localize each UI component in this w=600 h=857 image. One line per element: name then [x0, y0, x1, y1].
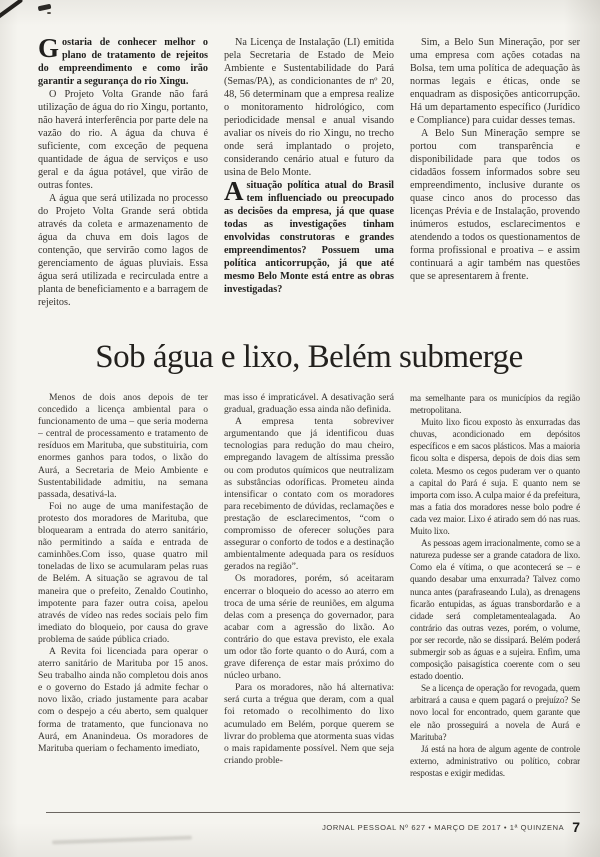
- interview-column-3: [410, 36, 580, 332]
- interview-column-2: [224, 36, 394, 332]
- article-paragraph: Já está na hora de algum agente de controle externo, administrativo ou político, cobrar respostas e exigir medidas.: [410, 743, 580, 778]
- article-paragraph: Os moradores, porém, só aceitaram encerrar o bloqueio do acesso ao aterro em troca de uma série de reuniões, em alguma delas com a presença do governador, para acabar com a agressão do lixão. Ao contrário do que estava previsto, ele exala um odor tão forte quanto o do Aurá, com a grave diferença de estar mais próximo do núcleo urbano.: [224, 573, 394, 682]
- article-section: [38, 392, 580, 806]
- drop-cap-g: G: [38, 36, 60, 63]
- footer-journal-info: JORNAL PESSOAL Nº 627 • MARÇO DE 2017 • 1ª QUINZENA: [322, 822, 565, 832]
- article-column-1: [38, 392, 208, 806]
- scan-artifact-dash: [38, 4, 52, 11]
- article-paragraph-continuation: ma semelhante para os municípios da região metropolitana.: [410, 393, 580, 416]
- interview-answer-paragraph: Na Licença de Instalação (LI) emitida pela Secretaria de Estado de Meio Ambiente e Sustentabilidade do Pará (Semas/PA), as condicionantes de nº 20, 48, 56 determinam que a empresa realize o monitoramento hidrológico, com periodicidade mensal e anual visando avaliar os níveis do rio Xingu, no trecho onde será implantado o projeto, considerando cenário atual e futuro da usina de Belo Monte.: [224, 37, 394, 178]
- footer-rule: [46, 812, 580, 813]
- interview-answer-paragraph: A Belo Sun Mineração sempre se portou com transparência e disponibilidade para que todos os cidadãos fossem informados sobre seu empreendimento, inclusive durante os quase cinco anos do processo das licenças Prévia e de Instalação, provendo inúmeros estudos, esclarecimentos e atendendo a todos os questionamentos de forma profissional e proativa – e assim continuará a agir também nas questões que se apresentarem à frente.: [410, 128, 580, 282]
- article-paragraph: Muito lixo ficou exposto às enxurradas das chuvas, acondicionado em depósitos específicos e em sacos plásticos. Mas a maioria ficou solta e dispersa, depois de dois dias sem coleta. Mesmo os cegos puderam ver o quanto a capital do Pará é suja. E quanto nem se importa com isso. A culpa maior é da prefeitura, mas a fatia dos moradores nesse bolo podre é cada vez maior. Lixo é atirado sem dó nas ruas. Muito lixo.: [410, 417, 580, 537]
- interview-section: [38, 36, 580, 332]
- footer: [322, 819, 580, 835]
- article-paragraph: As pessoas agem irracionalmente, como se a natureza pudesse ser a grande catadora de lixo. Como ela é vítima, o que acontecerá se – e quando desabar uma enxurrada? Talvez como nunca antes (parafraseando Lula), as drenagens ficarão entupidas, as águas transbordarão e a cidade será completamentealagada. Ao contrário das outras vezes, porém, o volume, por ser recorde, não se dissipará. Belém poderá submergir sob as águas e a sujeira. Enfim, uma composição paisagística coerente com o seu estado doentio.: [410, 538, 580, 682]
- article-paragraph: A Revita foi licenciada para operar o aterro sanitário de Marituba por 15 anos. Seu trabalho ainda não completou dois anos e o governo do Estado já admite fechar o novo lixão, criado justamente para acabar com o despejo a céu aberto, sem qualquer forma de tratamento, que funcionava no Aurá, em Ananindeua. Os moradores de Marituba queriam o fechamento imediato,: [38, 645, 208, 754]
- article-paragraph: Menos de dois anos depois de ter concedido a licença ambiental para o funcionamento de uma – que seria moderna – central de processamento e tratamento de resíduos em Marituba, que substituiria, com enormes ganhos para todos, o lixão do Aurá, a Secretaria de Meio Ambiente e Sustentabilidade admitiu, na semana passada, desativá-la.: [38, 392, 208, 500]
- interview-question-2-text: situação política atual do Brasil tem influenciado ou preocupado as decisões da empresa, já que quase todas as investigações tinham envolvidas construtoras e grandes empreendimentos? Possuem uma política anticorrupção, já que até mesmo Belo Monte está entre as obras investigadas?: [224, 180, 394, 295]
- interview-column-1: [38, 36, 208, 332]
- interview-answer-paragraph: O Projeto Volta Grande não fará utilização de água do rio Xingu, portanto, não haverá interferência por parte dele na vazão do rio. A água da chuva é suficiente, com exceção de pequena quantidade de água de serviços e uso geral e da água potável, que virão de outras fontes.: [38, 89, 208, 191]
- scan-artifact-corner: [0, 0, 23, 20]
- interview-question-1-text: ostaria de conhecer melhor o plano de tratamento de rejeitos do empreendimento e como irão garantir a segurança do rio Xingu.: [38, 37, 208, 87]
- headline: Sob água e lixo, Belém submerge: [95, 339, 523, 375]
- page-number: 7: [572, 819, 580, 835]
- article-paragraph-continuation: mas isso é impraticável. A desativação será gradual, graduação essa ainda não definida.: [224, 392, 394, 416]
- scan-artifact-speck: [47, 12, 51, 14]
- article-paragraph: Para os moradores, não há alternativa: será curta a trégua que deram, com a qual foi retomado o recolhimento do lixo acumulado em Belém, porque querem se livrar do problema que atormenta suas vidas o mais rapidamente possível. Nem que seja criando proble-: [224, 682, 394, 766]
- drop-cap-a: A: [224, 176, 244, 206]
- article-paragraph: A empresa tenta sobreviver argumentando que já identificou duas tecnologias para redução do mau cheiro, empregando lavagem de altíssima pressão ou com produtos químicos que neutralizam as substâncias odoríficas. Prometeu ainda intensificar o contato com os moradores para recebimento de dúvidas, reclamações e prestação de esclarecimentos, “com o compromisso de oferecer soluções para assegurar o conforto de todos e a destinação ambientalmente adequada para os resíduos gerados na região”.: [224, 416, 394, 573]
- scan-artifact-streak: [52, 836, 192, 845]
- interview-answer-paragraph: A água que será utilizada no processo do Projeto Volta Grande será obtida através da coleta e armazenamento de água da chuva em dois lagos de contenção, que servirão como lagos de gerenciamento de águas pluviais. Essa água será utilizada e recirculada entre a planta de beneficiamento e a barragem de rejeitos.: [38, 193, 208, 308]
- article-paragraph: Se a licença de operação for revogada, quem arbitrará a causa e quem pagará o prejuízo? Se novo local for encontrado, quem garante que ele não prosseguirá a novela de Aurá e Marituba?: [410, 683, 580, 742]
- interview-question-2: [224, 176, 394, 296]
- interview-question-1: [38, 36, 208, 88]
- article-column-2: [224, 392, 394, 806]
- article-paragraph: Foi no auge de uma manifestação de protesto dos moradores de Marituba, que bloquearam a entrada do aterro sanitário, não permitindo a saída e entrada de caminhões.Com isso, quase quatro mil toneladas de lixo se acumularam pelas ruas de Belém. A situação se agravou de tal maneira que o prefeito, Zenaldo Coutinho, impotente para fazer outra coisa, apelou através de vídeo nas redes sociais pelo fim imediato do bloqueio, por causa do grave problema de saúde pública criado.: [38, 500, 208, 645]
- interview-answer-paragraph: Sim, a Belo Sun Mineração, por ser uma empresa com ações cotadas na Bolsa, tem uma política de adequação às normas legais e éticas, onde se enquadram as disposições anticorrupção. Há um departamento específico (Jurídico e Compliance) para cuidar desses temas.: [410, 37, 580, 126]
- article-column-3: [410, 392, 580, 806]
